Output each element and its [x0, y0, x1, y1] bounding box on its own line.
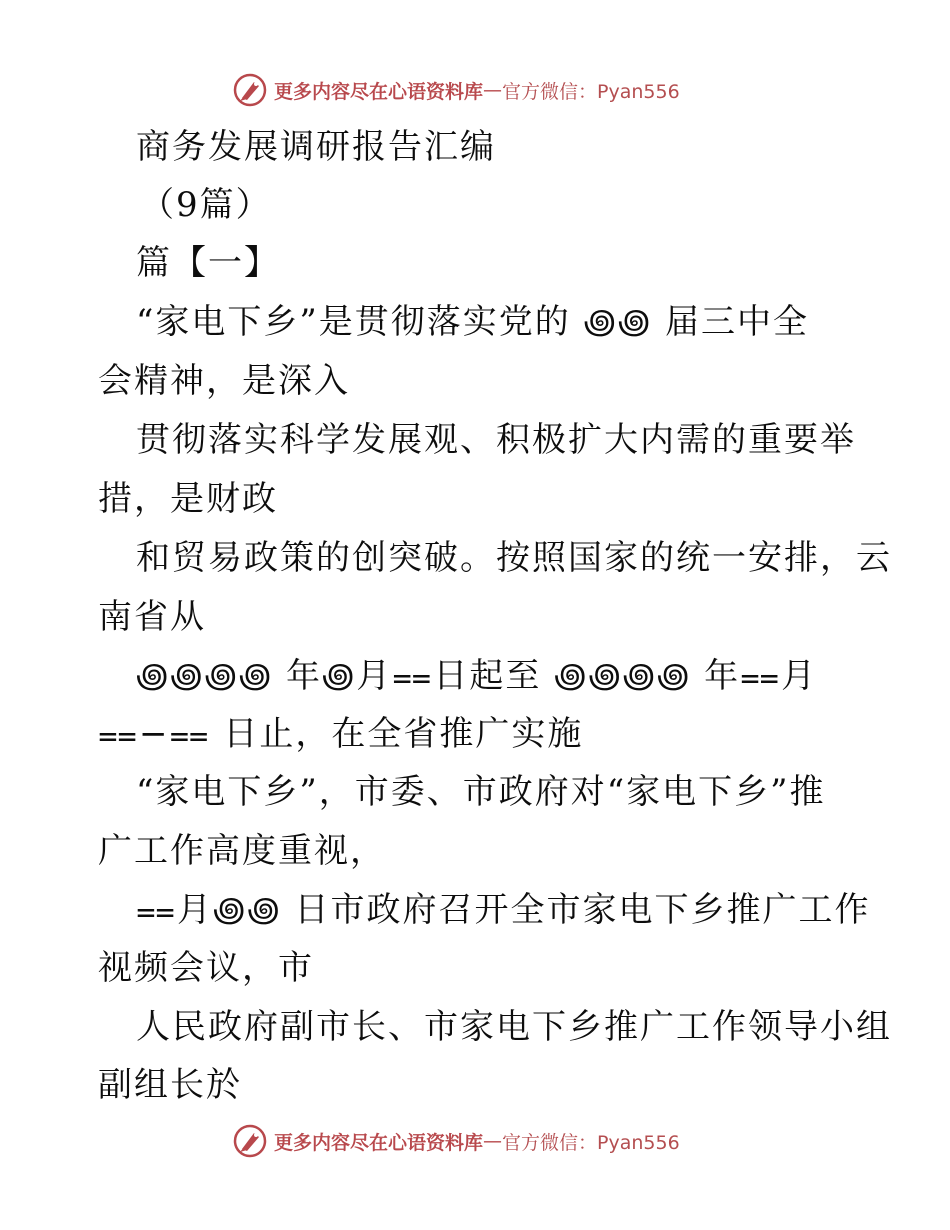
paragraph-line: 视频会议，市: [98, 948, 314, 988]
paragraph-line: 人民政府副市长、市家电下乡推广工作领导小组: [136, 1007, 892, 1047]
paragraph-line: 会精神，是深入: [98, 361, 350, 401]
paragraph-line: 副组长於: [98, 1065, 242, 1105]
paragraph-line: 贯彻落实科学发展观、积极扩大内需的重要举: [136, 420, 856, 460]
paragraph-line: “家电下乡”，市委、市政府对“家电下乡”推: [136, 772, 826, 812]
footer-watermark: [232, 1121, 732, 1161]
paragraph-line: 广工作高度重视，: [98, 831, 386, 871]
paragraph-line: ⩵−⩵ 日止，在全省推广实施: [98, 714, 584, 754]
paragraph-line: 南省从: [98, 597, 206, 637]
watermark-site-text: 更多内容尽在心语资料库: [274, 1131, 484, 1154]
watermark-wechat-text: 官方微信：Pyan556: [502, 80, 680, 103]
section-heading: 篇【一】: [136, 243, 280, 283]
document-count: （9篇）: [140, 185, 272, 225]
watermark-dash: —: [483, 1130, 503, 1152]
paragraph-line: “家电下乡”是贯彻落实党的 ꩜꩜ 届三中全: [136, 302, 809, 342]
paragraph-line: 和贸易政策的创突破。按照国家的统一安排，云: [136, 538, 892, 578]
paragraph-line: ꩜꩜꩜꩜ 年꩜月⩵日起至 ꩜꩜꩜꩜ 年⩵月: [136, 656, 818, 696]
watermark-wechat-text: 官方微信：Pyan556: [502, 1131, 680, 1154]
header-watermark: [232, 70, 732, 110]
paragraph-line: ⩵月꩜꩜ 日市政府召开全市家电下乡推广工作: [136, 890, 871, 930]
document-title: 商务发展调研报告汇编: [136, 127, 496, 167]
watermark-site-text: 更多内容尽在心语资料库: [274, 80, 484, 103]
watermark-dash: —: [483, 79, 503, 101]
pen-nib-circle-icon: [232, 72, 268, 108]
paragraph-line: 措，是财政: [98, 479, 278, 519]
pen-nib-circle-icon: [232, 1123, 268, 1159]
